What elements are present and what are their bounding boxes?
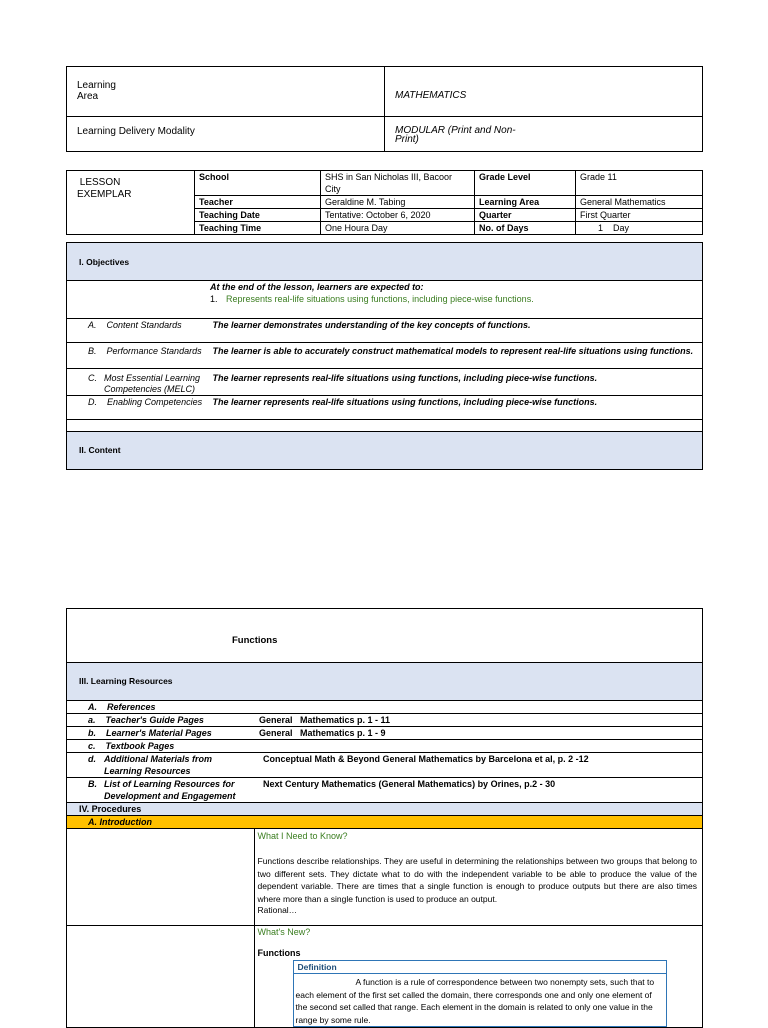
additional-materials-value: Conceptual Math & Beyond General Mathematics by Barcelona et al, p. 2 -12 bbox=[254, 753, 703, 778]
days-value: 1 Day bbox=[576, 222, 703, 235]
intro-paragraph: Functions describe relationships. They are useful in determining the relationships between two groups that belong to two different sets. They dictate what to do with the independent variable to be able to produce the value of the dependent variable. There are times that a single function is enough to produce outputs but there are also times where more than a single function is used to produce an output. bbox=[257, 856, 697, 904]
modality-label: Learning Delivery Modality bbox=[67, 117, 385, 152]
performance-standards-label: B. Performance Standards bbox=[67, 343, 213, 369]
content-heading: II. Content bbox=[67, 432, 703, 470]
objective-item: Represents real-life situations using functions, including piece-wise functions. bbox=[226, 294, 534, 304]
teachers-guide-label: a. Teacher's Guide Pages bbox=[67, 714, 255, 727]
lr-development-value: Next Century Mathematics (General Mathematics) by Orines, p.2 - 30 bbox=[254, 778, 703, 803]
grade-level-value: Grade 11 bbox=[576, 171, 703, 196]
learners-material-value: General Mathematics p. 1 - 9 bbox=[254, 727, 703, 740]
intro-content-cell bbox=[254, 829, 703, 926]
lr-development-label: B. List of Learning Resources for Development and Engagement bbox=[67, 778, 255, 803]
days-label: No. of Days bbox=[475, 222, 576, 235]
school-label: School bbox=[195, 171, 321, 196]
enabling-competencies-label: D. Enabling Competencies bbox=[67, 396, 213, 420]
teacher-label: Teacher bbox=[195, 196, 321, 209]
exemplar-label: LESSON EXEMPLAR bbox=[67, 171, 195, 235]
learning-area-value-2: General Mathematics bbox=[576, 196, 703, 209]
quarter-label: Quarter bbox=[475, 209, 576, 222]
objectives-heading: I. Objectives bbox=[67, 243, 703, 281]
textbook-pages-row: c. Textbook Pages bbox=[67, 740, 703, 753]
learners-material-label: b. Learner's Material Pages bbox=[67, 727, 255, 740]
whats-new-heading: What's New? bbox=[257, 927, 311, 937]
spacer-row bbox=[67, 420, 703, 432]
content-title: Functions bbox=[67, 609, 703, 663]
objectives-intro-cell bbox=[67, 281, 703, 319]
whats-new-cell bbox=[254, 926, 703, 1028]
modality-value: MODULAR (Print and Non- Print) bbox=[385, 117, 703, 152]
objectives-intro: At the end of the lesson, learners are expected to: bbox=[210, 282, 424, 292]
objectives-table bbox=[66, 242, 703, 470]
additional-materials-label: d. Additional Materials from Learning Resources bbox=[67, 753, 255, 778]
melc-label: C. Most Essential Learning Competencies (MELC) bbox=[67, 369, 213, 396]
enabling-competencies-text: The learner represents real-life situations using functions, including piece-wise functions. bbox=[213, 396, 703, 420]
header-table bbox=[66, 66, 703, 152]
whats-new-left-cell bbox=[67, 926, 255, 1028]
resources-heading: III. Learning Resources bbox=[67, 663, 703, 701]
references-row: A. References bbox=[67, 701, 703, 714]
content-standards-text: The learner demonstrates understanding of the key concepts of functions. bbox=[213, 319, 703, 343]
teaching-date-label: Teaching Date bbox=[195, 209, 321, 222]
learning-area-value: MATHEMATICS bbox=[385, 67, 703, 117]
teaching-time-value: One Houra Day bbox=[321, 222, 475, 235]
definition-text: A function is a rule of correspondence between two nonempty sets, such that to each element of the first set called the domain, there corresponds one and only one element of the second set called that range. Each element in the domain is related to only one value in the range by some rule. bbox=[295, 977, 655, 1025]
definition-label: Definition bbox=[294, 961, 667, 974]
performance-standards-text: The learner is able to accurately construct mathematical models to represent real-life situations using functions. bbox=[213, 343, 703, 369]
introduction-heading: A. Introduction bbox=[67, 816, 703, 829]
objective-number: 1. bbox=[210, 294, 218, 304]
teacher-value: Geraldine M. Tabing bbox=[321, 196, 475, 209]
learning-area-label-2: Learning Area bbox=[475, 196, 576, 209]
grade-level-label: Grade Level bbox=[475, 171, 576, 196]
procedures-heading: IV. Procedures bbox=[67, 803, 703, 816]
melc-text: The learner represents real-life situations using functions, including piece-wise functions. bbox=[213, 369, 703, 396]
content-standards-label: A. Content Standards bbox=[67, 319, 213, 343]
resources-table bbox=[66, 608, 703, 1028]
intro-left-cell bbox=[67, 829, 255, 926]
exemplar-table bbox=[66, 170, 703, 235]
what-i-need-heading: What I Need to Know? bbox=[257, 831, 348, 841]
teaching-time-label: Teaching Time bbox=[195, 222, 321, 235]
teachers-guide-value: General Mathematics p. 1 - 11 bbox=[254, 714, 703, 727]
learning-area-label: Learning Area bbox=[67, 67, 385, 117]
rational-text: Rational… bbox=[257, 905, 298, 915]
teaching-date-value: Tentative: October 6, 2020 bbox=[321, 209, 475, 222]
quarter-value: First Quarter bbox=[576, 209, 703, 222]
school-value: SHS in San Nicholas III, Bacoor City bbox=[321, 171, 475, 196]
functions-label: Functions bbox=[257, 948, 301, 958]
definition-box bbox=[293, 960, 668, 1027]
